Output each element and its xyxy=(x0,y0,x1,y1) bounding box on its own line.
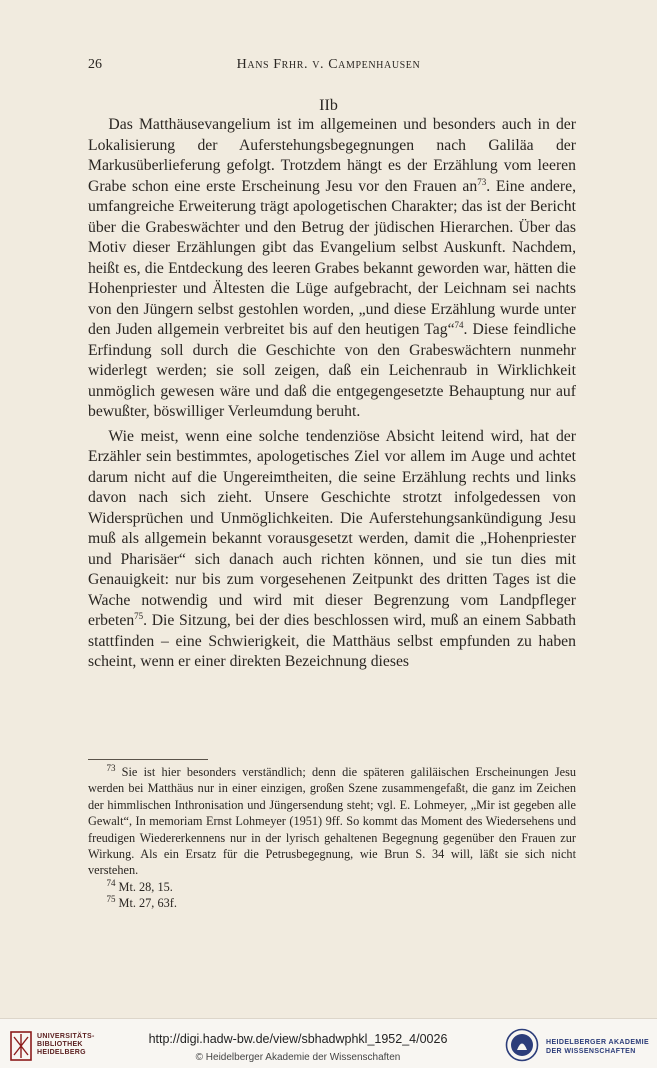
paragraph-text: . Diese feindliche Erfindung soll durch die Geschichte von den Grabeswächtern nunmehr widerlegt werden; sie soll zeigen, daß ein Leichenraub in Wirklichkeit unmöglich gewesen wäre und daß die entgegengesetzte Behauptung nur auf bewußter, böswilliger Verleumdung beruht. xyxy=(88,321,576,420)
permalink-url[interactable]: http://digi.hadw-bw.de/view/sbhadwphkl_1952_4/0026 xyxy=(148,1032,448,1046)
footnote xyxy=(88,879,576,895)
viewer-footer xyxy=(0,1018,657,1068)
footnote-text: Mt. 27, 63f. xyxy=(115,896,177,911)
ub-logo-text: UNIVERSITÄTS- BIBLIOTHEK HEIDELBERG xyxy=(37,1033,95,1056)
footnote xyxy=(88,764,576,879)
ub-heidelberg-emblem-icon xyxy=(10,1031,32,1061)
footnote-text: Sie ist hier besonders verständlich; denn die späteren galiläischen Erscheinungen Jesu werden bei Matthäus nur in einer einzigen, großen Szene zusammengefaßt, die ganz im Zeichen der himmlischen Inthronisation und Jüngersendung steht; vgl. E. Lohmeyer, „Mir ist gegeben alle Gewalt“, In memoriam Ernst Lohmeyer (1951) 9ff. So kommt das Moment des Wiedersehens und freudigen Wiedererkennens nur in der lyrisch gehaltenen Begegnung gegenüber den Frauen zur Wirkung. Als ein Ersatz für die Petrusbegegnung, wie Brun S. 34 will, läßt sie sich nicht verstehen. xyxy=(88,765,576,878)
footnote-reference: 73 xyxy=(477,176,487,187)
footnote-divider xyxy=(88,759,208,760)
body-paragraph xyxy=(88,427,576,673)
body-text xyxy=(88,115,576,673)
copyright-notice: © Heidelberger Akademie der Wissenschaften xyxy=(195,1052,401,1063)
page-number: 26 xyxy=(88,57,102,72)
footnote-marker: 74 xyxy=(106,877,116,888)
footnote-text: Mt. 28, 15. xyxy=(115,879,173,894)
footnote-marker: 75 xyxy=(106,894,116,905)
paragraph-text: . Eine andere, umfangreiche Erweiterung trägt apologetischen Charakter; das ist der Bericht über die Grabeswächter und den Betrug der jüdischen Hierarchen. Über das Motiv dieser Erzählungen gibt das Evangelium selbst Auskunft. Nachdem, heißt es, die Entdeckung des leeren Grabes bekannt geworden war, hätten die Hohenpriester und Ältesten die Lüge aufgebracht, der Leichnam sei nachts von den Jüngern selbst gestohlen worden, „und diese Erzählung wurde unter den Juden allgemein verbreitet bis auf den heutigen Tag“ xyxy=(88,177,576,338)
academy-logo-text: HEIDELBERGER AKADEMIE DER WISSENSCHAFTEN xyxy=(546,1039,650,1055)
footnote-marker: 73 xyxy=(106,762,116,773)
running-head xyxy=(88,57,569,77)
paragraph-text: Wie meist, wenn eine solche tendenziöse Absicht leitend wird, hat der Erzähler sein bestimmtes, apologetisches Ziel vor allem im Auge und achtet darum nicht auf die Ungereimtheiten, die seine Erzählung rechts und links davon nach sich zieht. Unsere Geschichte strotzt infolgedessen von Widersprüchen und Unmöglichkeiten. Die Auferstehungsankündigung Jesu muß als allgemein bekannt vorausgesetzt werden, damit die „Hohenpriester und Pharisäer“ sich danach auch richten können, und sie tun dies mit Genauigkeit: nur bis zum vorgesehenen Zeitpunkt des dritten Tages ist die Wache notwendig und wird mit dieser Begrenzung vom Landpfleger erbeten xyxy=(88,427,576,629)
body-paragraph xyxy=(88,115,576,423)
running-title: Hans Frhr. v. Campenhausen xyxy=(236,57,421,72)
academy-logo[interactable] xyxy=(505,1028,653,1062)
paragraph-text: . Die Sitzung, bei der dies beschlossen wird, muß an einem Sabbath stattfinden – eine Schwierigkeit, die Matthäus selbst empfunden zu haben scheint, wenn er einer direkten Bezeichnung dieses xyxy=(88,612,576,670)
footnote-reference: 74 xyxy=(454,319,464,330)
footnotes xyxy=(88,764,576,912)
university-library-logo[interactable] xyxy=(10,1031,120,1061)
footnote-reference: 75 xyxy=(134,610,144,621)
paragraph-text: Das Matthäusevangelium ist im allgemeinen und besonders auch in der Lokalisierung der Auferstehungsbegegnungen nach Galiläa der Markusüberlieferung gefolgt. Trotzdem hängt es der Erzählung vom leeren Grabe schon eine erste Erscheinung Jesu vor den Frauen an xyxy=(88,116,576,195)
footnote xyxy=(88,895,576,911)
academy-seal-icon xyxy=(505,1028,539,1062)
section-heading: IIb xyxy=(319,97,338,114)
